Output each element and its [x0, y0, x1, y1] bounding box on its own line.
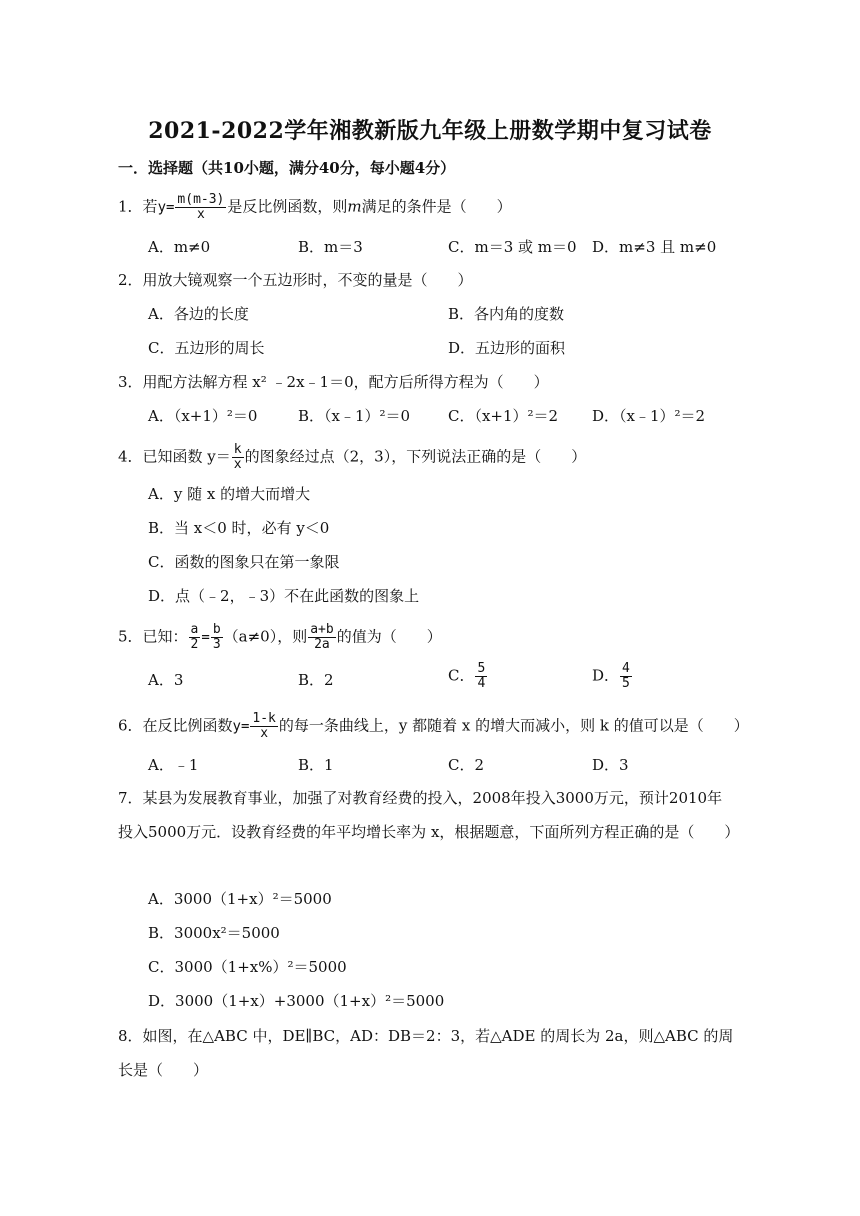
- option-4c: C．函数的图象只在第一象限: [148, 553, 340, 571]
- question-7: 7．某县为发展教育事业，加强了对教育经费的投入，2008年投入3000万元，预计2010年投入5000万元．设教育经费的年平均增长率为 x，根据题意，下面所列方程正确的是（ ）: [118, 789, 740, 841]
- option-3d: D．（x﹣1）²＝2: [592, 407, 706, 425]
- option-4b: B．当 x＜0 时，必有 y＜0: [148, 519, 330, 537]
- option-3a: A．（x+1）²＝0: [148, 407, 258, 425]
- fraction-q5-c: $\frac{a+b}{2a}$: [310, 622, 334, 652]
- option-6d: D．3: [592, 756, 629, 774]
- option-6c: C．2: [448, 756, 485, 774]
- option-6a: A．﹣1: [148, 756, 199, 774]
- question-1: 1．若y= $\frac{m(m-3)}{x}$ 是反比例函数，则m满足的条件是（ ）: [118, 192, 512, 222]
- option-7d: D．3000（1+x）+3000（1+x）²＝5000: [148, 992, 445, 1010]
- fraction-q5-a: $\frac{a}{2}$: [190, 622, 199, 652]
- fraction-q6: $\frac{1-k}{x}$: [252, 711, 276, 741]
- option-4d: D．点（﹣2，﹣3）不在此函数的图象上: [148, 587, 420, 605]
- option-6b: B．1: [298, 756, 334, 774]
- option-5b: B．2: [298, 671, 334, 689]
- exam-title: 2021-2022学年湘教新版九年级上册数学期中复习试卷: [148, 118, 712, 144]
- option-7c: C．3000（1+x%）²＝5000: [148, 958, 347, 976]
- option-2d: D．五边形的面积: [448, 339, 566, 357]
- option-3c: C．（x+1）²＝2: [448, 407, 559, 425]
- option-2b: B．各内角的度数: [448, 305, 565, 323]
- fraction-option-5c: $\frac{5}{4}$: [477, 661, 486, 691]
- option-3b: B．（x﹣1）²＝0: [298, 407, 411, 425]
- option-7b: B．3000x²＝5000: [148, 924, 280, 942]
- option-2c: C．五边形的周长: [148, 339, 265, 357]
- option-5d: D． $\frac{4}{5}$: [592, 661, 630, 691]
- option-4a: A．y 随 x 的增大而增大: [148, 485, 311, 503]
- option-7a: A．3000（1+x）²＝5000: [148, 890, 332, 908]
- question-6: 6．在反比例函数y= $\frac{1-k}{x}$ 的每一条曲线上，y 都随着 x 的增大而减小，则 k 的值可以是（ ）: [118, 711, 749, 741]
- fraction-q5-b: $\frac{b}{3}$: [212, 622, 221, 652]
- fraction-q1: $\frac{m(m-3)}{x}$: [177, 192, 225, 222]
- option-5a: A．3: [148, 671, 184, 689]
- question-5: 5．已知： $\frac{a}{2}$ = $\frac{b}{3}$ （a≠0），则 $\frac{a+b}{2a}$ 的值为（ ）: [118, 622, 442, 652]
- question-2: 2．用放大镜观察一个五边形时，不变的量是（ ）: [118, 271, 473, 289]
- fraction-option-5d: $\frac{4}{5}$: [622, 661, 630, 691]
- fraction-q4: $\frac{k}{x}$: [233, 442, 242, 472]
- question-8: 8．如图，在△ABC 中，DE∥BC，AD：DB＝2：3，若△ADE 的周长为 2a，则△ABC 的周长是（ ）: [118, 1027, 734, 1079]
- option-1d: D．m≠3 且 m≠0: [592, 238, 717, 256]
- option-1b: B．m＝3: [298, 238, 363, 256]
- option-2a: A．各边的长度: [148, 305, 249, 323]
- option-1c: C．m＝3 或 m＝0: [448, 238, 577, 256]
- question-4: 4．已知函数 y＝ $\frac{k}{x}$ 的图象经过点（2，3），下列说法正确的是（ ）: [118, 442, 587, 472]
- option-5c: C． $\frac{5}{4}$: [448, 661, 486, 691]
- option-1a: A．m≠0: [148, 238, 211, 256]
- section-heading: 一．选择题（共10小题，满分40分，每小题4分）: [118, 159, 456, 177]
- question-3: 3．用配方法解方程 x² ﹣2x﹣1＝0，配方后所得方程为（ ）: [118, 373, 549, 391]
